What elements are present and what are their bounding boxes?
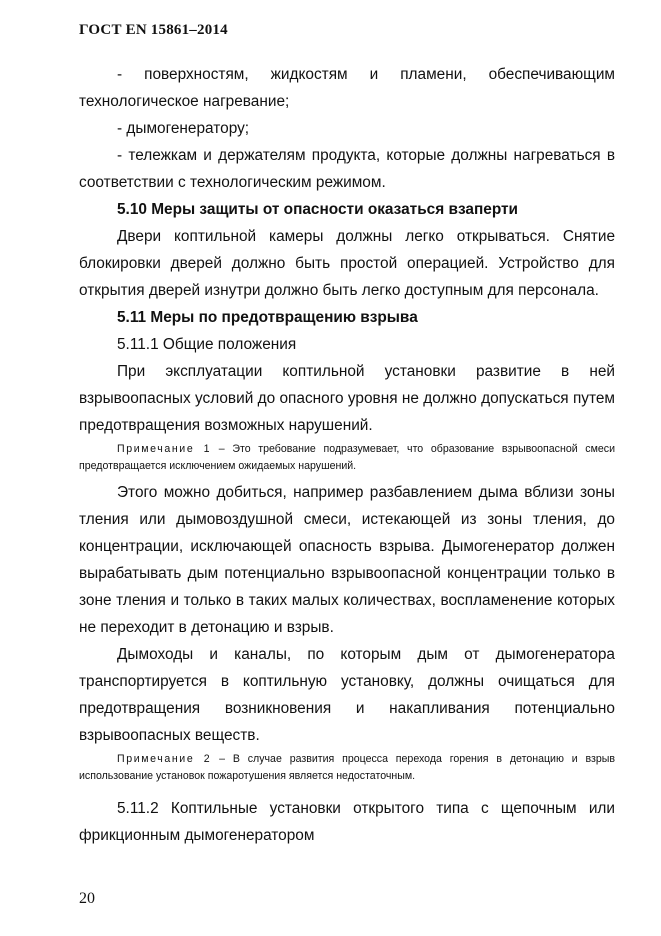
paragraph-explosive-conditions: При эксплуатации коптильной установки развитие в ней взрывоопасных условий до опасного уровня не должно допускаться путем предотвращения возможных нарушений. [79, 363, 615, 434]
note-2-label: Примечание 2 [117, 753, 212, 765]
document-code-header: ГОСТ EN 15861–2014 [79, 22, 228, 38]
note-1 [79, 441, 615, 475]
list-item-trolleys: - тележкам и держателям продукта, которые должны нагреваться в соответствии с технологическим режимом. [79, 147, 615, 191]
paragraph-dilution: Этого можно добиться, например разбавлением дыма вблизи зоны тления или дымовоздушной смеси, истекающей из зоны тления, до концентрации, исключающей опасность взрыва. Дымогенератор должен вырабатывать дым потенциально взрывоопасной концентрации только в зоне тления и только в таких малых количествах, воспламенение которых не переходит в детонацию и взрыв. [79, 484, 615, 636]
paragraph-doors: Двери коптильной камеры должны легко открываться. Снятие блокировки дверей должно быть простой операцией. Устройство для открытия дверей изнутри должно быть легко доступным для персонала. [79, 228, 615, 299]
section-heading-5-11: 5.11 Меры по предотвращению взрыва [117, 309, 418, 326]
paragraph-flues: Дымоходы и каналы, по которым дым от дымогенератора транспортируется в коптильную установку, должны очищаться для предотвращения возникновения и накапливания потенциально взрывоопасных веществ. [79, 646, 615, 744]
subsection-heading-5-11-2: 5.11.2 Коптильные установки открытого типа с щепочным или фрикционным дымогенератором [79, 800, 615, 844]
note-1-label: Примечание 1 [117, 443, 212, 455]
list-item-surfaces: - поверхностям, жидкостям и пламени, обеспечивающим технологическое нагревание; [79, 66, 615, 110]
section-heading-5-10: 5.10 Меры защиты от опасности оказаться взаперти [117, 201, 519, 218]
note-2 [79, 751, 615, 785]
subsection-heading-5-11-1: 5.11.1 Общие положения [117, 336, 297, 353]
page-number: 20 [79, 890, 95, 907]
note-1-text: – Это требование подразумевает, что образование взрывоопасной смеси предотвращается исключением ожидаемых нарушений. [79, 443, 615, 472]
list-item-smoke-generator: - дымогенератору; [117, 120, 250, 137]
document-body [79, 61, 615, 849]
note-2-text: – В случае развития процесса перехода горения в детонацию и взрыв использование установок пожаротушения является недостаточным. [79, 753, 616, 782]
